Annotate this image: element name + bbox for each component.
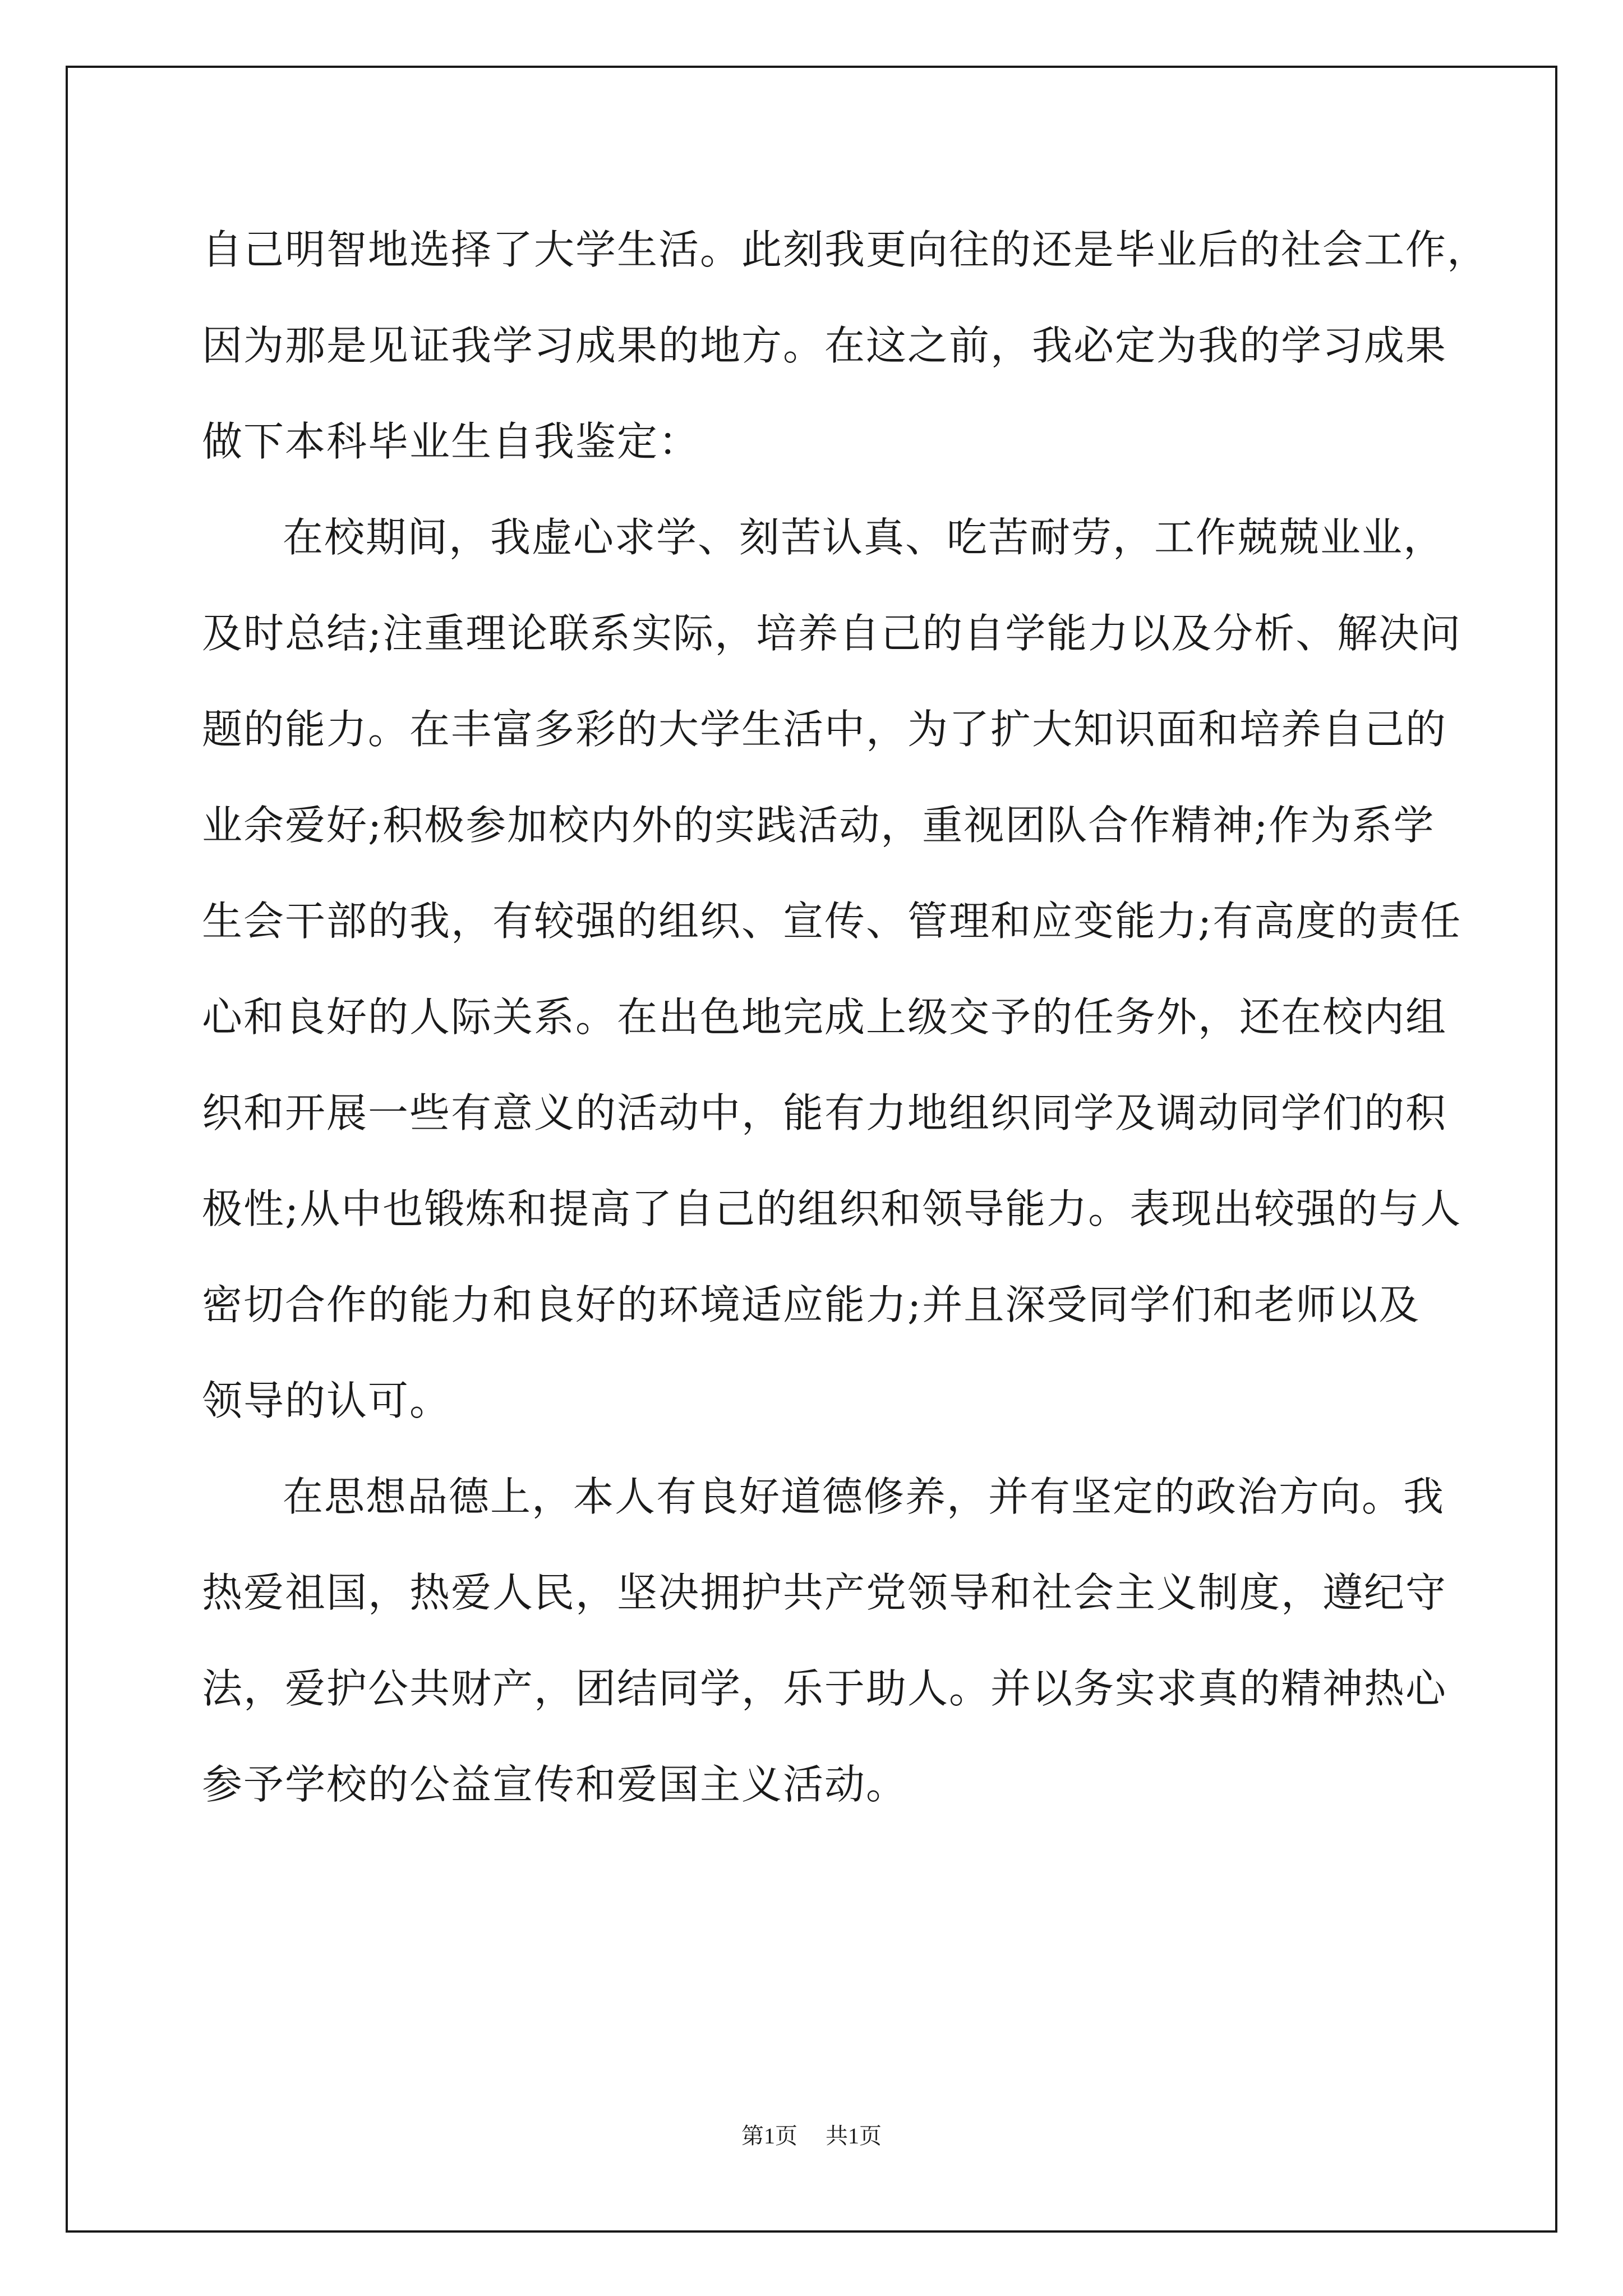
text-line: 热爱祖国，热爱人民，坚决拥护共产党领导和社会主义制度，遵纪守 bbox=[202, 1569, 1447, 1616]
text-line: 做下本科毕业生自我鉴定： bbox=[202, 418, 700, 465]
text-line: 在思想品德上，本人有良好道德修养，并有坚定的政治方向。我 bbox=[283, 1473, 1445, 1520]
text-line: 自己明智地选择了大学生活。此刻我更向往的还是毕业后的社会工作， bbox=[202, 226, 1489, 273]
text-line: 参予学校的公益宣传和爱国主义活动。 bbox=[202, 1761, 908, 1808]
text-line: 心和良好的人际关系。在出色地完成上级交予的任务外，还在校内组 bbox=[202, 993, 1447, 1041]
text-line: 极性;从中也锻炼和提高了自己的组织和领导能力。表现出较强的与人 bbox=[202, 1185, 1462, 1232]
text-line: 密切合作的能力和良好的环境适应能力;并且深受同学们和老师以及 bbox=[202, 1281, 1421, 1328]
text-line: 业余爱好;积极参加校内外的实践活动，重视团队合作精神;作为系学 bbox=[202, 802, 1435, 849]
page-total: 共1页 bbox=[826, 2123, 882, 2148]
text-line: 题的能力。在丰富多彩的大学生活中，为了扩大知识面和培养自己的 bbox=[202, 706, 1447, 753]
text-line: 法，爱护公共财产，团结同学，乐于助人。并以务实求真的精神热心 bbox=[202, 1665, 1447, 1712]
text-line: 及时总结;注重理论联系实际，培养自己的自学能力以及分析、解决问 bbox=[202, 610, 1462, 657]
page-footer bbox=[0, 2119, 1623, 2153]
text-line: 在校期间，我虚心求学、刻苦认真、吃苦耐劳，工作兢兢业业， bbox=[283, 514, 1445, 561]
text-line: 生会干部的我，有较强的组织、宣传、管理和应变能力;有高度的责任 bbox=[202, 898, 1462, 945]
paragraph-2 bbox=[202, 490, 1462, 1449]
text-line: 因为那是见证我学习成果的地方。在这之前，我必定为我的学习成果 bbox=[202, 322, 1447, 369]
page-number: 第1页 bbox=[741, 2123, 797, 2148]
text-line: 织和开展一些有意义的活动中，能有力地组织同学及调动同学们的积 bbox=[202, 1089, 1447, 1137]
document-body bbox=[202, 202, 1489, 1833]
paragraph-1 bbox=[202, 202, 1489, 490]
text-line: 领导的认可。 bbox=[202, 1377, 451, 1424]
paragraph-3 bbox=[202, 1449, 1447, 1833]
